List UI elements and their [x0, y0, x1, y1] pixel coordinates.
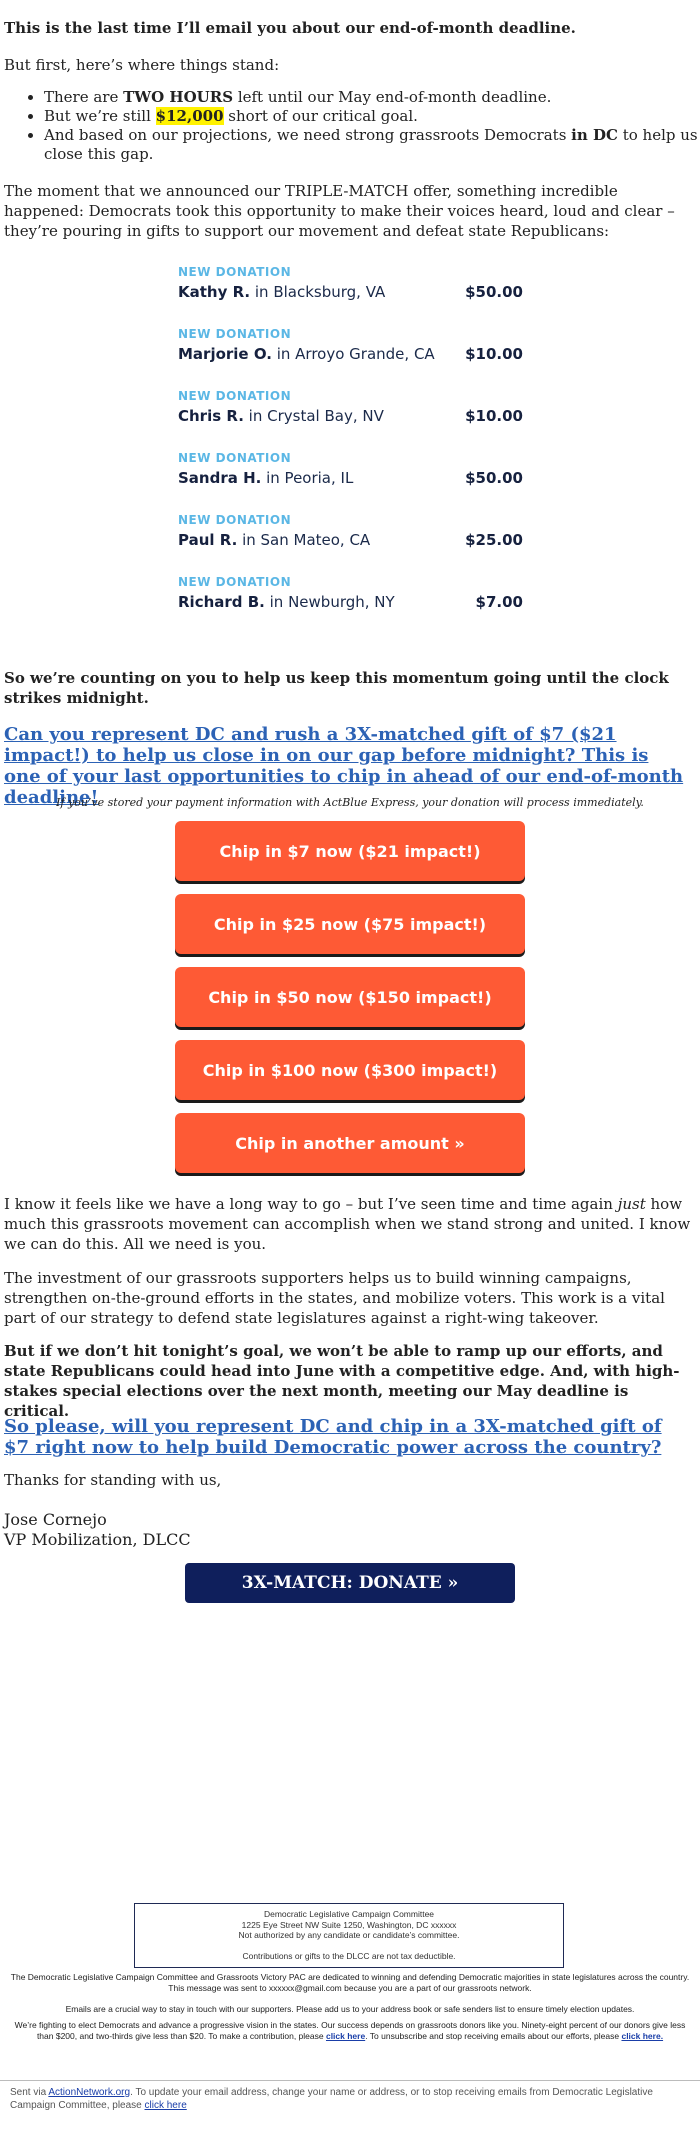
authorization-note: Not authorized by any candidate or candidate’s committee.: [238, 1930, 460, 1940]
momentum-text: So we’re counting on you to help us keep this momentum going until the clock strikes midnight.: [4, 669, 669, 707]
investment-paragraph: The investment of our grassroots supporters helps us to build winning campaigns, strengthen on-the-ground efforts in the states, and mobilize voters. This work is a vital part of our strategy to defend state legislatures against a right-wing takeover.: [4, 1269, 665, 1327]
donation-item: [178, 513, 523, 575]
donation-item: [178, 265, 523, 327]
donor-name: Paul R.: [178, 531, 238, 549]
status-list: [4, 88, 700, 164]
unsubscribe-link[interactable]: click here.: [621, 2030, 664, 2041]
new-donation-label: NEW DONATION: [178, 389, 292, 403]
email-headline: This is the last time I’ll email you about our end-of-month deadline.: [4, 19, 576, 37]
donation-amount: $10.00: [465, 407, 523, 425]
new-donation-label: NEW DONATION: [178, 575, 292, 589]
thanks-text: Thanks for standing with us,: [4, 1471, 222, 1489]
donor-name: Richard B.: [178, 593, 265, 611]
org-address: 1225 Eye Street NW Suite 1250, Washington, DC xxxxxx: [241, 1919, 457, 1930]
footer-divider: [0, 2080, 700, 2081]
donor-location: in Crystal Bay, NV: [243, 407, 384, 425]
donation-amount: $7.00: [475, 593, 523, 611]
signer-title: VP Mobilization, DLCC: [4, 1530, 191, 1549]
fineprint-contacts: Emails are a crucial way to stay in touch with our supporters. Please add us to your address book or safe senders list to ensure timely election updates.: [65, 2004, 635, 2014]
donor-location: in Blacksburg, VA: [250, 283, 386, 301]
chip-in-100-button[interactable]: Chip in $100 now ($300 impact!): [175, 1040, 525, 1100]
list-item: • And based on our projections, we need strong grassroots Democrats in DC to help us close this gap.: [44, 126, 700, 164]
triple-match-paragraph: The moment that we announced our TRIPLE-MATCH offer, something incredible happened: Democrats took this opportunity to make their voices heard, loud and clear – they’re pouring in gifts to support our movement and defeat state Republicans:: [4, 182, 675, 240]
donor-location: in San Mateo, CA: [237, 531, 371, 549]
list-item: • There are TWO HOURS left until our May end-of-month deadline.: [44, 88, 700, 107]
donation-amount: $25.00: [465, 531, 523, 549]
donor-location: in Arroyo Grande, CA: [271, 345, 435, 363]
donation-feed: [178, 265, 523, 637]
manage-subscription-link[interactable]: click here: [144, 2100, 187, 2111]
email-footer: Sent via ActionNetwork.org. To update your email address, change your name or address, or to stop receiving emails from Democratic Legislative Campaign Committee, please click here: [10, 2087, 653, 2111]
new-donation-label: NEW DONATION: [178, 327, 292, 341]
donor-name: Chris R.: [178, 407, 244, 425]
actblue-express-note: If you’ve stored your payment information with ActBlue Express, your donation will process immediately.: [56, 796, 644, 809]
signer-name: Jose Cornejo: [4, 1510, 107, 1529]
gap-amount-highlight: $12,000: [155, 107, 224, 125]
new-donation-label: NEW DONATION: [178, 451, 292, 465]
donation-amount: $10.00: [465, 345, 523, 363]
donation-item: [178, 575, 523, 637]
disclaimer-box: [134, 1903, 564, 1968]
donation-item: [178, 327, 523, 389]
donate-link-bottom[interactable]: So please, will you represent DC and chip in a 3X-matched gift of $7 right now to help build Democratic power across the country?: [4, 1416, 662, 1458]
fineprint-donors: We’re fighting to elect Democrats and advance a progressive vision in the states. Our success depends on grassroots donors like you. Ninety-eight percent of our donors give less than $200, and two-thirds give less than $20. To make a contribution, please click here. To unsubscribe and stop receiving emails about our efforts, please click here.: [14, 2020, 686, 2041]
fineprint-mission: The Democratic Legislative Campaign Committee and Grassroots Victory PAC are dedicated to winning and defending Democratic majorities in state legislatures across the country. This message was sent to xxxxxx@gmail.com because you are a part of our grassroots network.: [10, 1972, 690, 1993]
actionnetwork-link[interactable]: ActionNetwork.org: [48, 2087, 131, 2098]
intro-text: But first, here’s where things stand:: [4, 56, 280, 74]
donate-link-7[interactable]: Can you represent DC and rush a 3X-matched gift of $7 ($21 impact!) to help us close in on our gap before midnight? This is one of your last opportunities to chip in ahead of our end-of-month deadline!: [4, 724, 684, 808]
deadline-paragraph: But if we don’t hit tonight’s goal, we won’t be able to ramp up our efforts, and state Republicans could head into June with a competitive edge. And, with high-stakes special elections over the next month, meeting our May deadline is critical.: [4, 1342, 680, 1420]
chip-in-50-button[interactable]: Chip in $50 now ($150 impact!): [175, 967, 525, 1027]
donor-name: Kathy R.: [178, 283, 251, 301]
contribute-link[interactable]: click here: [325, 2030, 366, 2041]
donation-amount: $50.00: [465, 469, 523, 487]
new-donation-label: NEW DONATION: [178, 265, 292, 279]
donor-name: Sandra H.: [178, 469, 262, 487]
donation-item: [178, 451, 523, 513]
match-donate-button[interactable]: 3X-MATCH: DONATE »: [185, 1563, 515, 1603]
org-name: Democratic Legislative Campaign Committee: [263, 1909, 435, 1919]
chip-in-7-button[interactable]: Chip in $7 now ($21 impact!): [175, 821, 525, 881]
donation-amount: $50.00: [465, 283, 523, 301]
chip-in-other-button[interactable]: Chip in another amount »: [175, 1113, 525, 1173]
grassroots-paragraph: I know it feels like we have a long way to go – but I’ve seen time and time again just how much this grassroots movement can accomplish when we stand strong and united. I know we can do this. All we need is you.: [4, 1195, 691, 1253]
donation-item: [178, 389, 523, 451]
new-donation-label: NEW DONATION: [178, 513, 292, 527]
donor-location: in Newburgh, NY: [264, 593, 395, 611]
donor-name: Marjorie O.: [178, 345, 272, 363]
list-item: • But we’re still $12,000 short of our critical goal.: [44, 107, 700, 126]
tax-note: Contributions or gifts to the DLCC are not tax deductible.: [242, 1950, 456, 1961]
chip-in-25-button[interactable]: Chip in $25 now ($75 impact!): [175, 894, 525, 954]
signature: [4, 1510, 191, 1550]
donor-location: in Peoria, IL: [261, 469, 354, 487]
